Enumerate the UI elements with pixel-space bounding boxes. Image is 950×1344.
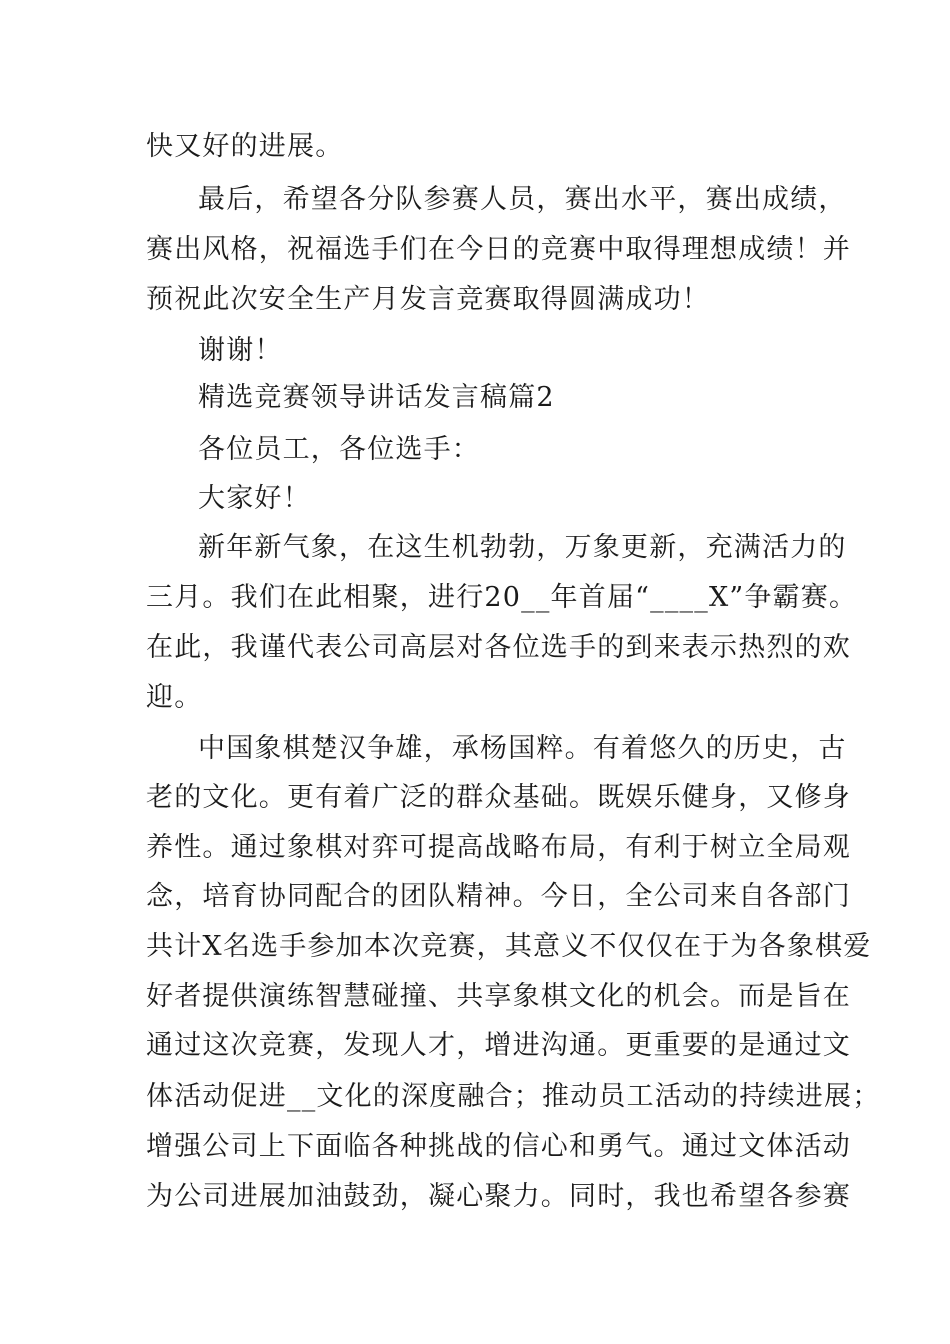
text-line: 三月。我们在此相聚，进行20__年首届“____X”争霸赛。 — [146, 582, 858, 613]
text-line: 为公司进展加油鼓劲，凝心聚力。同时，我也希望各参赛 — [146, 1181, 851, 1212]
text-line: 共计X名选手参加本次竞赛，其意义不仅仅在于为各象棋爱 — [146, 931, 872, 962]
text-line: 养性。通过象棋对弈可提高战略布局，有利于树立全局观 — [146, 832, 851, 863]
paragraph-line: 中国象棋楚汉争雄，承杨国粹。有着悠久的历史，古 — [198, 733, 847, 764]
paragraph-line: 谢谢！ — [198, 335, 283, 366]
text-line: 在此，我谨代表公司高层对各位选手的到来表示热烈的欢 — [146, 632, 851, 663]
text-line: 快又好的进展。 — [146, 131, 344, 162]
salutation: 各位员工，各位选手： — [198, 434, 480, 465]
greeting: 大家好！ — [198, 483, 311, 514]
text-line: 赛出风格，祝福选手们在今日的竞赛中取得理想成绩！并 — [146, 234, 851, 265]
text-line: 体活动促进__文化的深度融合；推动员工活动的持续进展； — [146, 1081, 881, 1112]
paragraph-line: 最后，希望各分队参赛人员，赛出水平，赛出成绩， — [198, 184, 847, 215]
text-line: 好者提供演练智慧碰撞、共享象棋文化的机会。而是旨在 — [146, 981, 851, 1012]
text-line: 预祝此次安全生产月发言竞赛取得圆满成功！ — [146, 284, 710, 315]
text-line: 念，培育协同配合的团队精神。今日，全公司来自各部门 — [146, 881, 851, 912]
text-line: 迎。 — [146, 682, 203, 713]
text-line: 通过这次竞赛，发现人才，增进沟通。更重要的是通过文 — [146, 1030, 851, 1061]
section-heading: 精选竞赛领导讲话发言稿篇2 — [198, 382, 555, 413]
text-line: 增强公司上下面临各种挑战的信心和勇气。通过文体活动 — [146, 1131, 851, 1162]
paragraph-line: 新年新气象，在这生机勃勃，万象更新，充满活力的 — [198, 532, 847, 563]
text-line: 老的文化。更有着广泛的群众基础。既娱乐健身，又修身 — [146, 782, 851, 813]
